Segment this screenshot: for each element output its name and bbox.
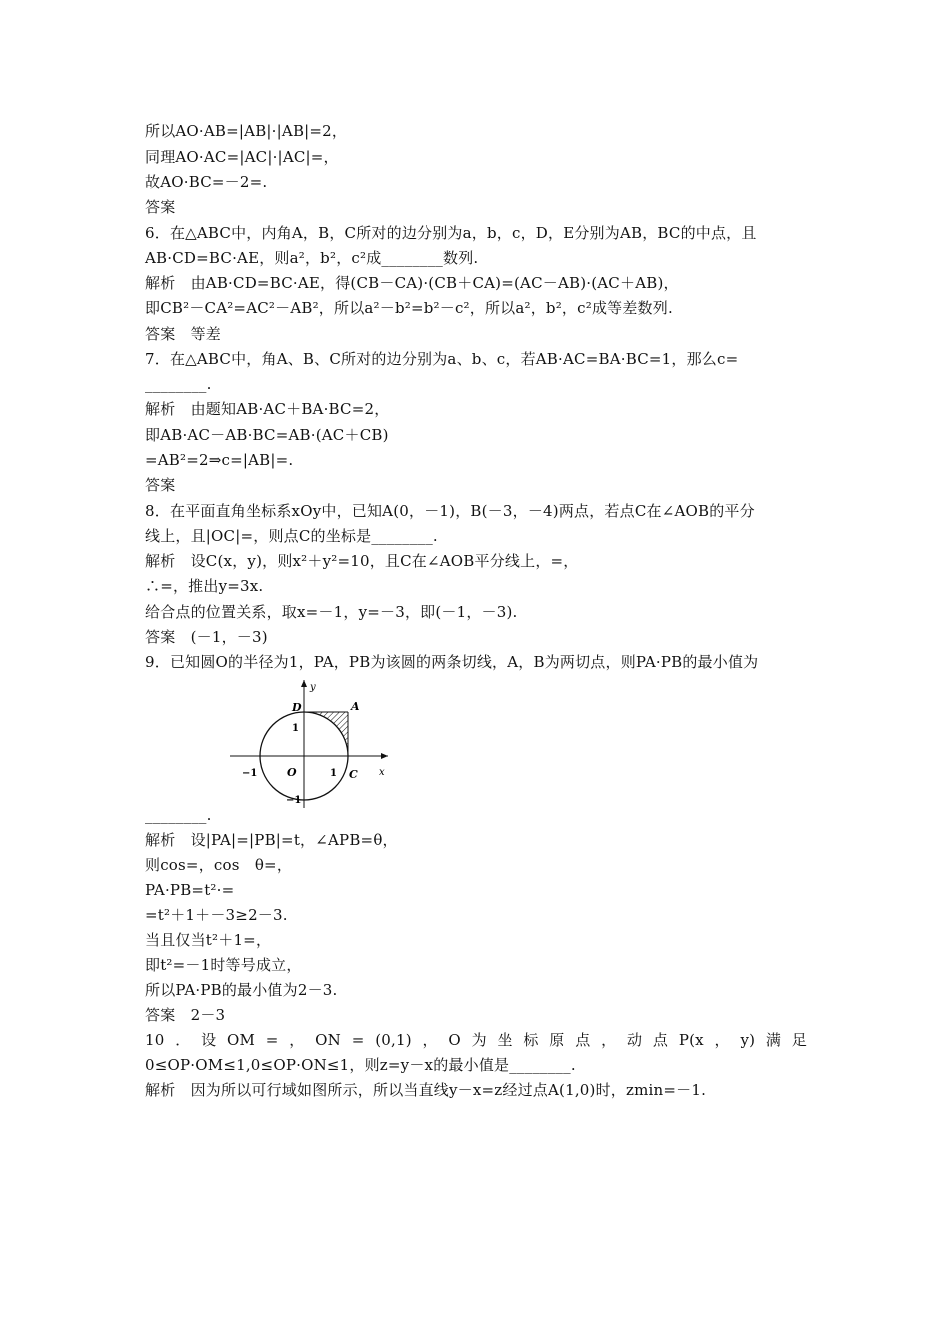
text-line: 当且仅当t²＋1=， bbox=[145, 931, 272, 949]
analysis-line: 解析 因为所以可行域如图所示，所以当直线y－x=z经过点A(1,0)时，zmin=－1. bbox=[145, 1081, 707, 1099]
text-line: 所以PA·PB的最小值为2－3. bbox=[145, 981, 338, 999]
question-10 bbox=[145, 1030, 807, 1050]
answer-line: 答案 (－1，－3) bbox=[145, 628, 268, 646]
circle-tangent-figure bbox=[228, 676, 398, 811]
point-c-label: C bbox=[349, 768, 358, 781]
question-6: 6．在△ABC中，内角A，B，C所对的边分别为a，b，c，D，E分别为AB，BC的中点，且 bbox=[145, 224, 757, 242]
q10-token: 点 bbox=[652, 1031, 669, 1049]
question-8: 8．在平面直角坐标系xOy中，已知A(0，－1)，B(－3，－4)两点，若点C在∠AOB的平分 bbox=[145, 502, 755, 520]
q10-token: P(x bbox=[678, 1031, 704, 1049]
text-line: =AB²=2⇒c=|AB|=. bbox=[145, 451, 294, 469]
x-axis-label: x bbox=[379, 767, 385, 778]
text-line: 故AO·BC=－2=. bbox=[145, 173, 268, 191]
text-line: =t²＋1＋－3≥2－3. bbox=[145, 906, 288, 924]
q10-token: ， bbox=[289, 1031, 305, 1049]
blank-line: ________. bbox=[145, 806, 212, 824]
q10-token: 标 bbox=[523, 1031, 539, 1049]
text-line: AB·CD=BC·AE，则a²，b²，c²成________数列. bbox=[145, 249, 479, 267]
question-7: 7．在△ABC中，角A、B、C所对的边分别为a、b、c，若AB·AC=BA·BC=1，那么c= bbox=[145, 350, 739, 368]
q10-token: 为 bbox=[471, 1031, 487, 1049]
q10-token: O bbox=[448, 1031, 461, 1049]
q10-token: (0,1) bbox=[375, 1031, 412, 1049]
q10-token: 10 bbox=[145, 1031, 165, 1049]
q10-token: 设 bbox=[201, 1031, 217, 1049]
text-line: 即t²=－1时等号成立， bbox=[145, 956, 302, 974]
q10-token: 原 bbox=[549, 1031, 565, 1049]
origin-label: O bbox=[287, 766, 297, 779]
q10-token: 坐 bbox=[497, 1031, 513, 1049]
text-line: ∴=，推出y=3x. bbox=[145, 577, 264, 595]
q10-token: ． bbox=[175, 1031, 191, 1049]
q10-token: 动 bbox=[627, 1031, 643, 1049]
answer-label: 答案 bbox=[145, 198, 176, 216]
y-axis-arrow bbox=[301, 680, 307, 687]
text-line: 同理AO·AC=|AC|·|AC|=， bbox=[145, 148, 339, 166]
question-9: 9．已知圆O的半径为1，PA，PB为该圆的两条切线，A，B为两切点，则PA·PB的最小值为 bbox=[145, 653, 759, 671]
q10-token: 足 bbox=[791, 1031, 807, 1049]
text-line: 即CB²－CA²=AC²－AB²，所以a²－b²=b²－c²，所以a²，b²，c²成等差数列. bbox=[145, 299, 673, 317]
analysis-line: 解析 设C(x，y)，则x²＋y²=10，且C在∠AOB平分线上，=， bbox=[145, 552, 579, 570]
q10-token: = bbox=[265, 1031, 279, 1049]
analysis-line: 解析 设|PA|=|PB|=t，∠APB=θ， bbox=[145, 831, 398, 849]
point-a-label: A bbox=[351, 700, 360, 713]
text-line: 0≤OP·OM≤1,0≤OP·ON≤1，则z=y－x的最小值是________. bbox=[145, 1056, 576, 1074]
analysis-line: 解析 由AB·CD=BC·AE，得(CB－CA)·(CB＋CA)=(AC－AB)·(AC＋AB)， bbox=[145, 274, 679, 292]
tick-label: −1 bbox=[242, 768, 258, 779]
q10-token: ON bbox=[315, 1031, 341, 1049]
text-line: 所以AO·AB=|AB|·|AB|=2， bbox=[145, 122, 348, 140]
text-line: 线上，且|OC|=，则点C的坐标是________. bbox=[145, 527, 438, 545]
text-line: 则cos=，cos θ=， bbox=[145, 856, 293, 874]
q10-token: OM bbox=[227, 1031, 256, 1049]
text-line: 即AB·AC－AB·BC=AB·(AC＋CB) bbox=[145, 426, 389, 444]
y-axis-label: y bbox=[310, 682, 316, 693]
point-d-label: D bbox=[292, 701, 302, 714]
tick-label: 1 bbox=[330, 768, 337, 779]
q10-token: y) bbox=[740, 1031, 756, 1049]
answer-line: 答案 2－3 bbox=[145, 1006, 226, 1024]
blank-line: ________. bbox=[145, 375, 212, 393]
tick-label: −1 bbox=[286, 795, 302, 806]
x-axis-arrow bbox=[381, 753, 388, 759]
text-line: 给合点的位置关系，取x=－1，y=－3，即(－1，－3). bbox=[145, 603, 518, 621]
q10-token: ， bbox=[601, 1031, 617, 1049]
answer-label: 答案 bbox=[145, 476, 176, 494]
q10-token: ， bbox=[714, 1031, 730, 1049]
answer-line: 答案 等差 bbox=[145, 325, 222, 343]
q10-token: ， bbox=[422, 1031, 438, 1049]
analysis-line: 解析 由题知AB·AC＋BA·BC=2， bbox=[145, 400, 390, 418]
tick-label: 1 bbox=[292, 723, 299, 734]
q10-token: 满 bbox=[765, 1031, 782, 1049]
q10-token: 点 bbox=[575, 1031, 591, 1049]
text-line: PA·PB=t²·= bbox=[145, 881, 235, 899]
q10-token: = bbox=[351, 1031, 365, 1049]
